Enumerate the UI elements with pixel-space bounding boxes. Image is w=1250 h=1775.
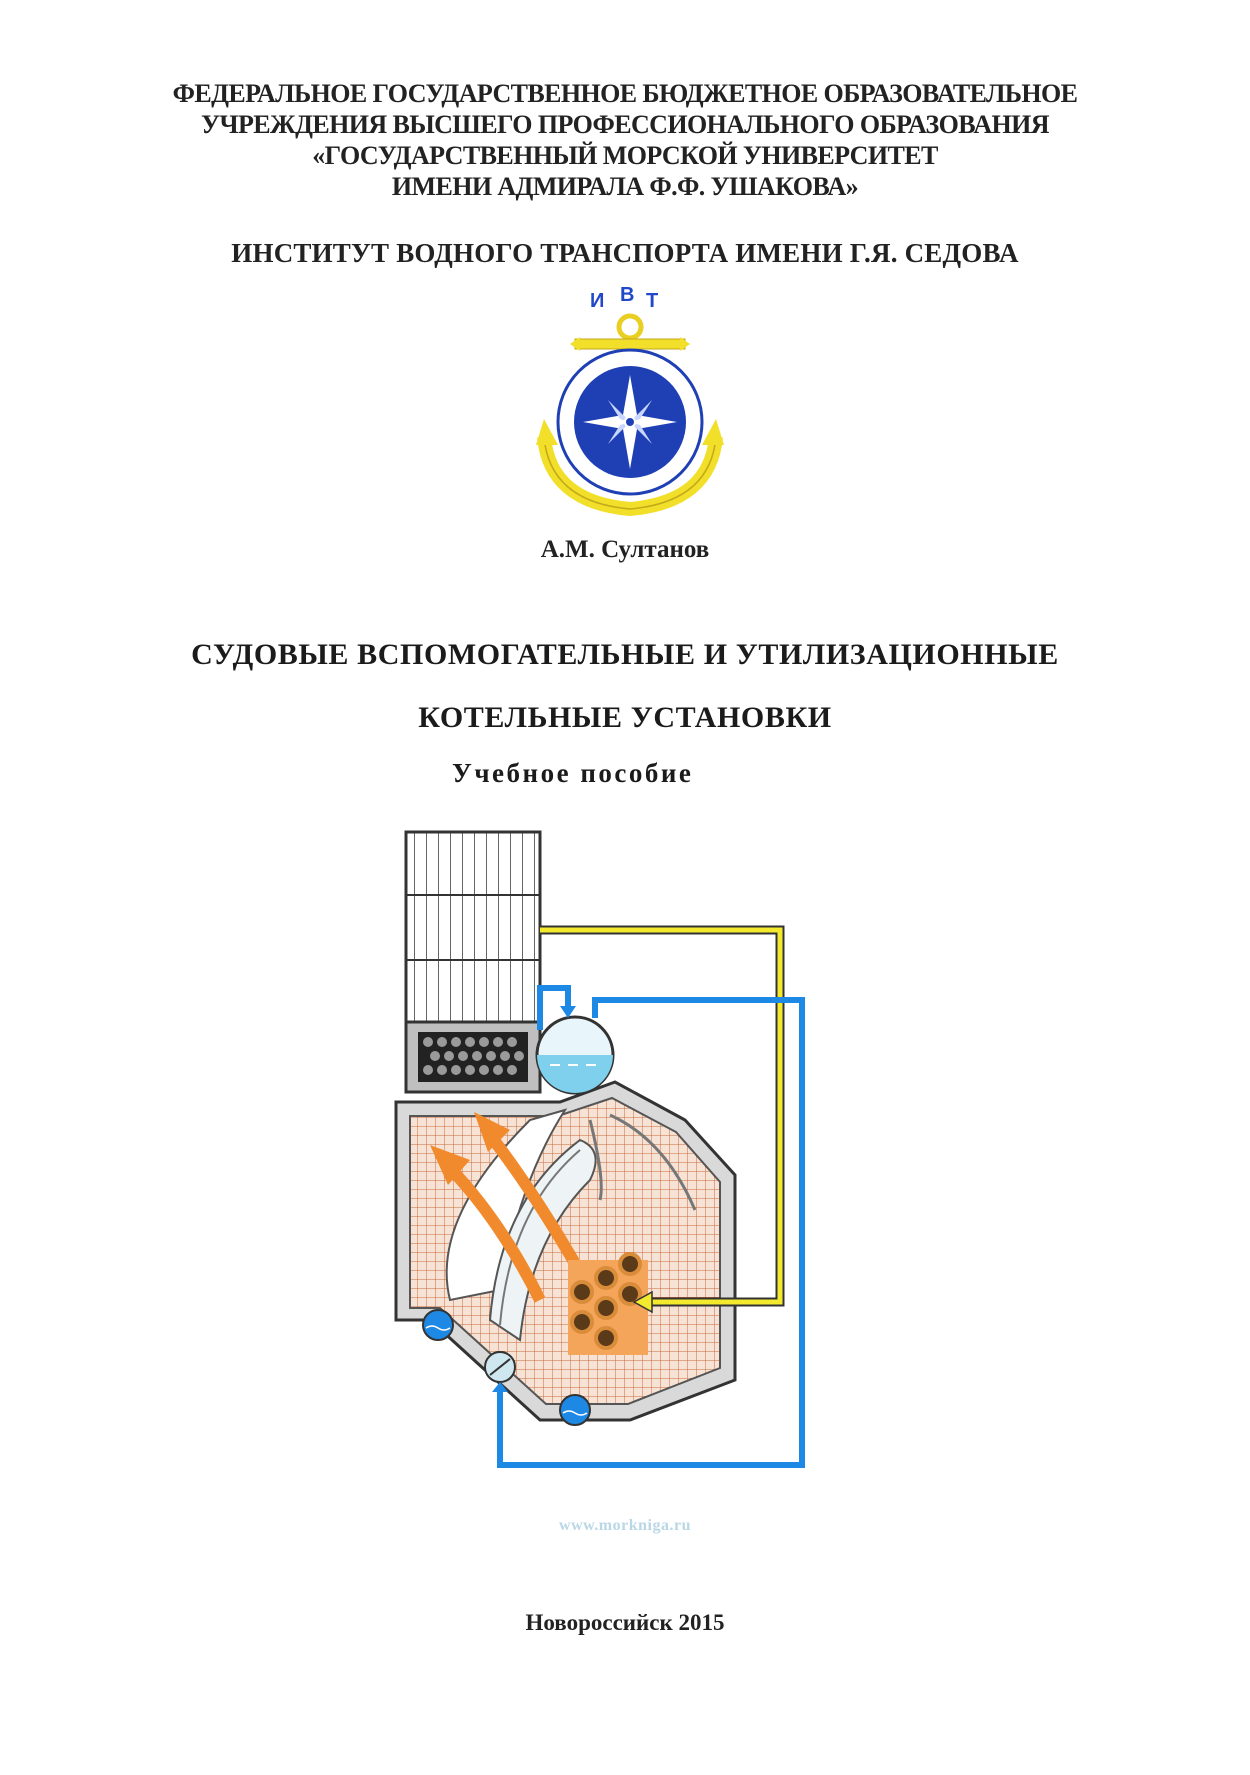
author-name: А.М. Султанов — [540, 536, 710, 563]
logo-letter-v: В — [620, 287, 635, 306]
boiler-schematic-icon — [390, 820, 860, 1490]
institute-logo — [530, 287, 730, 522]
watermark-url: www.morkniga.ru — [559, 1517, 691, 1534]
header-organization — [0, 78, 1250, 202]
institute-name: ИНСТИТУТ ВОДНОГО ТРАНСПОРТА ИМЕНИ Г.Я. СЕДОВА — [231, 238, 1019, 268]
city-year: Новороссийск 2015 — [525, 1610, 725, 1635]
logo-letter-t: Т — [646, 290, 659, 312]
title-line-1: СУДОВЫЕ ВСПОМОГАТЕЛЬНЫЕ И УТИЛИЗАЦИОННЫЕ — [191, 638, 1059, 671]
logo-letter-i: И — [590, 290, 605, 312]
header-line-4: ИМЕНИ АДМИРАЛА Ф.Ф. УШАКОВА» — [391, 172, 859, 201]
title-line-2: КОТЕЛЬНЫЕ УСТАНОВКИ — [418, 701, 832, 734]
header-line-2: УЧРЕЖДЕНИЯ ВЫСШЕГО ПРОФЕССИОНАЛЬНОГО ОБРАЗОВАНИЯ — [201, 110, 1049, 139]
subtitle: Учебное пособие — [452, 758, 694, 788]
header-line-1: ФЕДЕРАЛЬНОЕ ГОСУДАРСТВЕННОЕ БЮДЖЕТНОЕ ОБРАЗОВАТЕЛЬНОЕ — [172, 79, 1078, 108]
header-line-3: «ГОСУДАРСТВЕННЫЙ МОРСКОЙ УНИВЕРСИТЕТ — [312, 141, 938, 170]
